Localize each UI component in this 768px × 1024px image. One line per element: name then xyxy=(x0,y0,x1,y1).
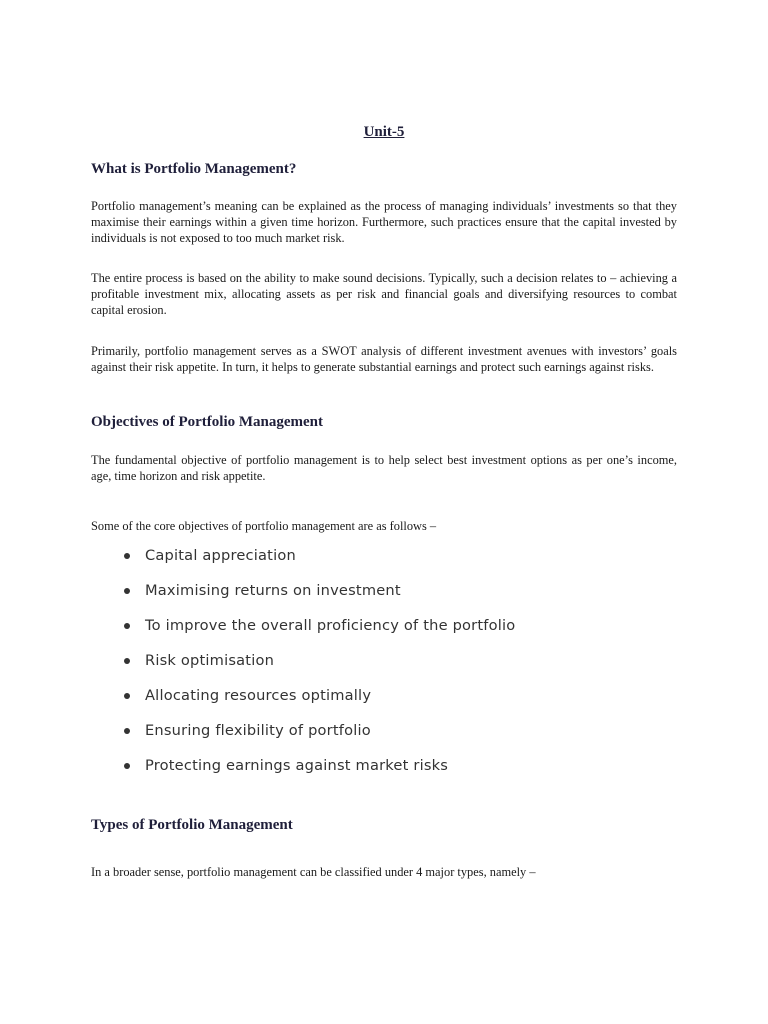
objectives-list xyxy=(124,545,515,790)
bullet-dot-icon xyxy=(124,588,130,594)
paragraph: In a broader sense, portfolio management can be classified under 4 major types, namely – xyxy=(91,865,536,879)
paragraph: Primarily, portfolio management serves as a SWOT analysis of different investment avenues with investors’ goals against their risk appetite. In turn, it helps to generate substantial earnings and protect such earnings against risks. xyxy=(91,344,677,374)
section-heading-types: Types of Portfolio Management xyxy=(91,817,293,833)
list-item xyxy=(124,755,515,790)
list-item-text: Protecting earnings against market risks xyxy=(145,757,449,774)
list-item-text: Ensuring flexibility of portfolio xyxy=(145,722,371,739)
list-item-text: To improve the overall proficiency of the portfolio xyxy=(145,617,516,634)
list-item xyxy=(124,685,515,720)
bullet-dot-icon xyxy=(124,693,130,699)
paragraph: The fundamental objective of portfolio management is to help select best investment options as per one’s income, age, time horizon and risk appetite. xyxy=(91,453,677,483)
bullet-dot-icon xyxy=(124,728,130,734)
list-item xyxy=(124,650,515,685)
bullet-dot-icon xyxy=(124,763,130,769)
list-item-text: Risk optimisation xyxy=(145,652,275,669)
bullet-dot-icon xyxy=(124,658,130,664)
bullet-dot-icon xyxy=(124,623,130,629)
unit-title: Unit-5 xyxy=(363,124,405,140)
list-item xyxy=(124,580,515,615)
list-item-text: Maximising returns on investment xyxy=(145,582,401,599)
list-item xyxy=(124,615,515,650)
section-heading-objectives: Objectives of Portfolio Management xyxy=(91,414,324,430)
bullet-dot-icon xyxy=(124,553,130,559)
paragraph: Some of the core objectives of portfolio management are as follows – xyxy=(91,519,437,533)
list-item xyxy=(124,720,515,755)
section-heading-what-is: What is Portfolio Management? xyxy=(91,161,297,177)
list-item xyxy=(124,545,515,580)
list-item-text: Allocating resources optimally xyxy=(145,687,372,704)
paragraph: Portfolio management’s meaning can be explained as the process of managing individuals’ investments so that they maximise their earnings within a given time horizon. Furthermore, such practices ensure that the capital invested by individuals is not exposed to too much market risk. xyxy=(91,199,677,245)
list-item-text: Capital appreciation xyxy=(145,547,296,564)
paragraph: The entire process is based on the ability to make sound decisions. Typically, such a decision relates to – achieving a profitable investment mix, allocating assets as per risk and financial goals and diversifying resources to combat capital erosion. xyxy=(91,271,677,317)
